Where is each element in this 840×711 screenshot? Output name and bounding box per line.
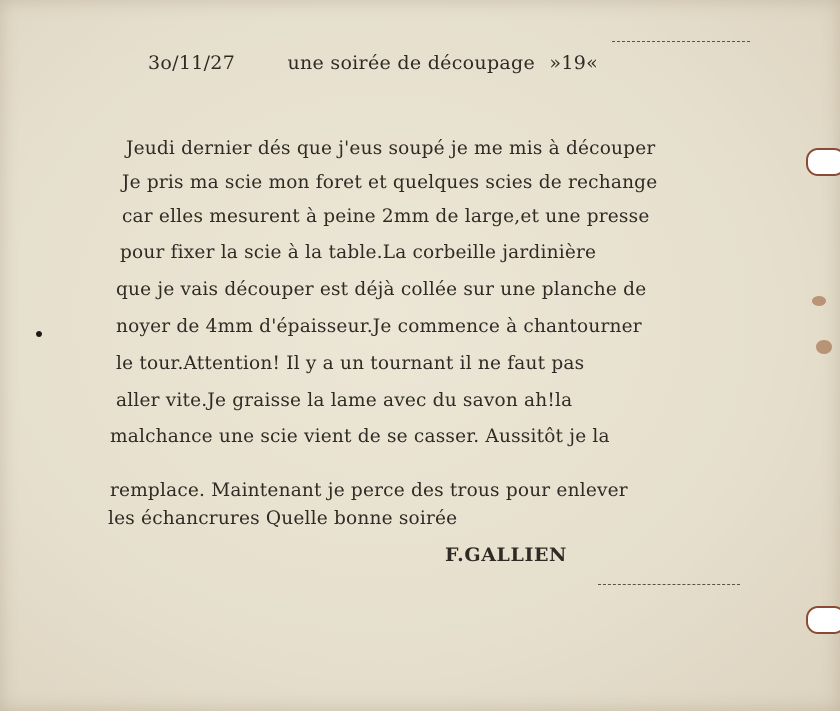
body-line: noyer de 4mm d'épaisseur.Je commence à chantourner	[116, 316, 642, 337]
body-line: car elles mesurent à peine 2mm de large,et une presse	[122, 206, 650, 227]
binder-hole-bottom	[806, 606, 840, 634]
header-number: »19«	[549, 52, 599, 74]
top-dashed-rule	[612, 41, 750, 42]
body-line: pour fixer la scie à la table.La corbeille jardinière	[120, 242, 597, 263]
signature: F.GALLIEN	[445, 544, 568, 566]
body-line: le tour.Attention! Il y a un tournant il ne faut pas	[116, 353, 585, 374]
body-line: que je vais découper est déjà collée sur une planche de	[116, 279, 647, 300]
body-line: remplace. Maintenant je perce des trous pour enlever	[110, 480, 628, 501]
document-header	[148, 52, 598, 74]
body-line: Jeudi dernier dés que j'eus soupé je me mis à découper	[126, 138, 656, 159]
ink-dot	[36, 331, 42, 337]
body-line: Je pris ma scie mon foret et quelques scies de rechange	[122, 172, 658, 193]
bottom-dashed-rule	[598, 584, 740, 585]
body-line: aller vite.Je graisse la lame avec du savon ah!la	[116, 390, 573, 411]
header-title: une soirée de découpage	[287, 52, 536, 74]
header-date: 3o/11/27	[148, 52, 236, 74]
rust-stain	[816, 340, 832, 354]
rust-stain	[812, 296, 826, 306]
body-line: malchance une scie vient de se casser. Aussitôt je la	[110, 426, 610, 447]
binder-hole-top	[806, 148, 840, 176]
body-line: les échancrures Quelle bonne soirée	[108, 508, 458, 529]
